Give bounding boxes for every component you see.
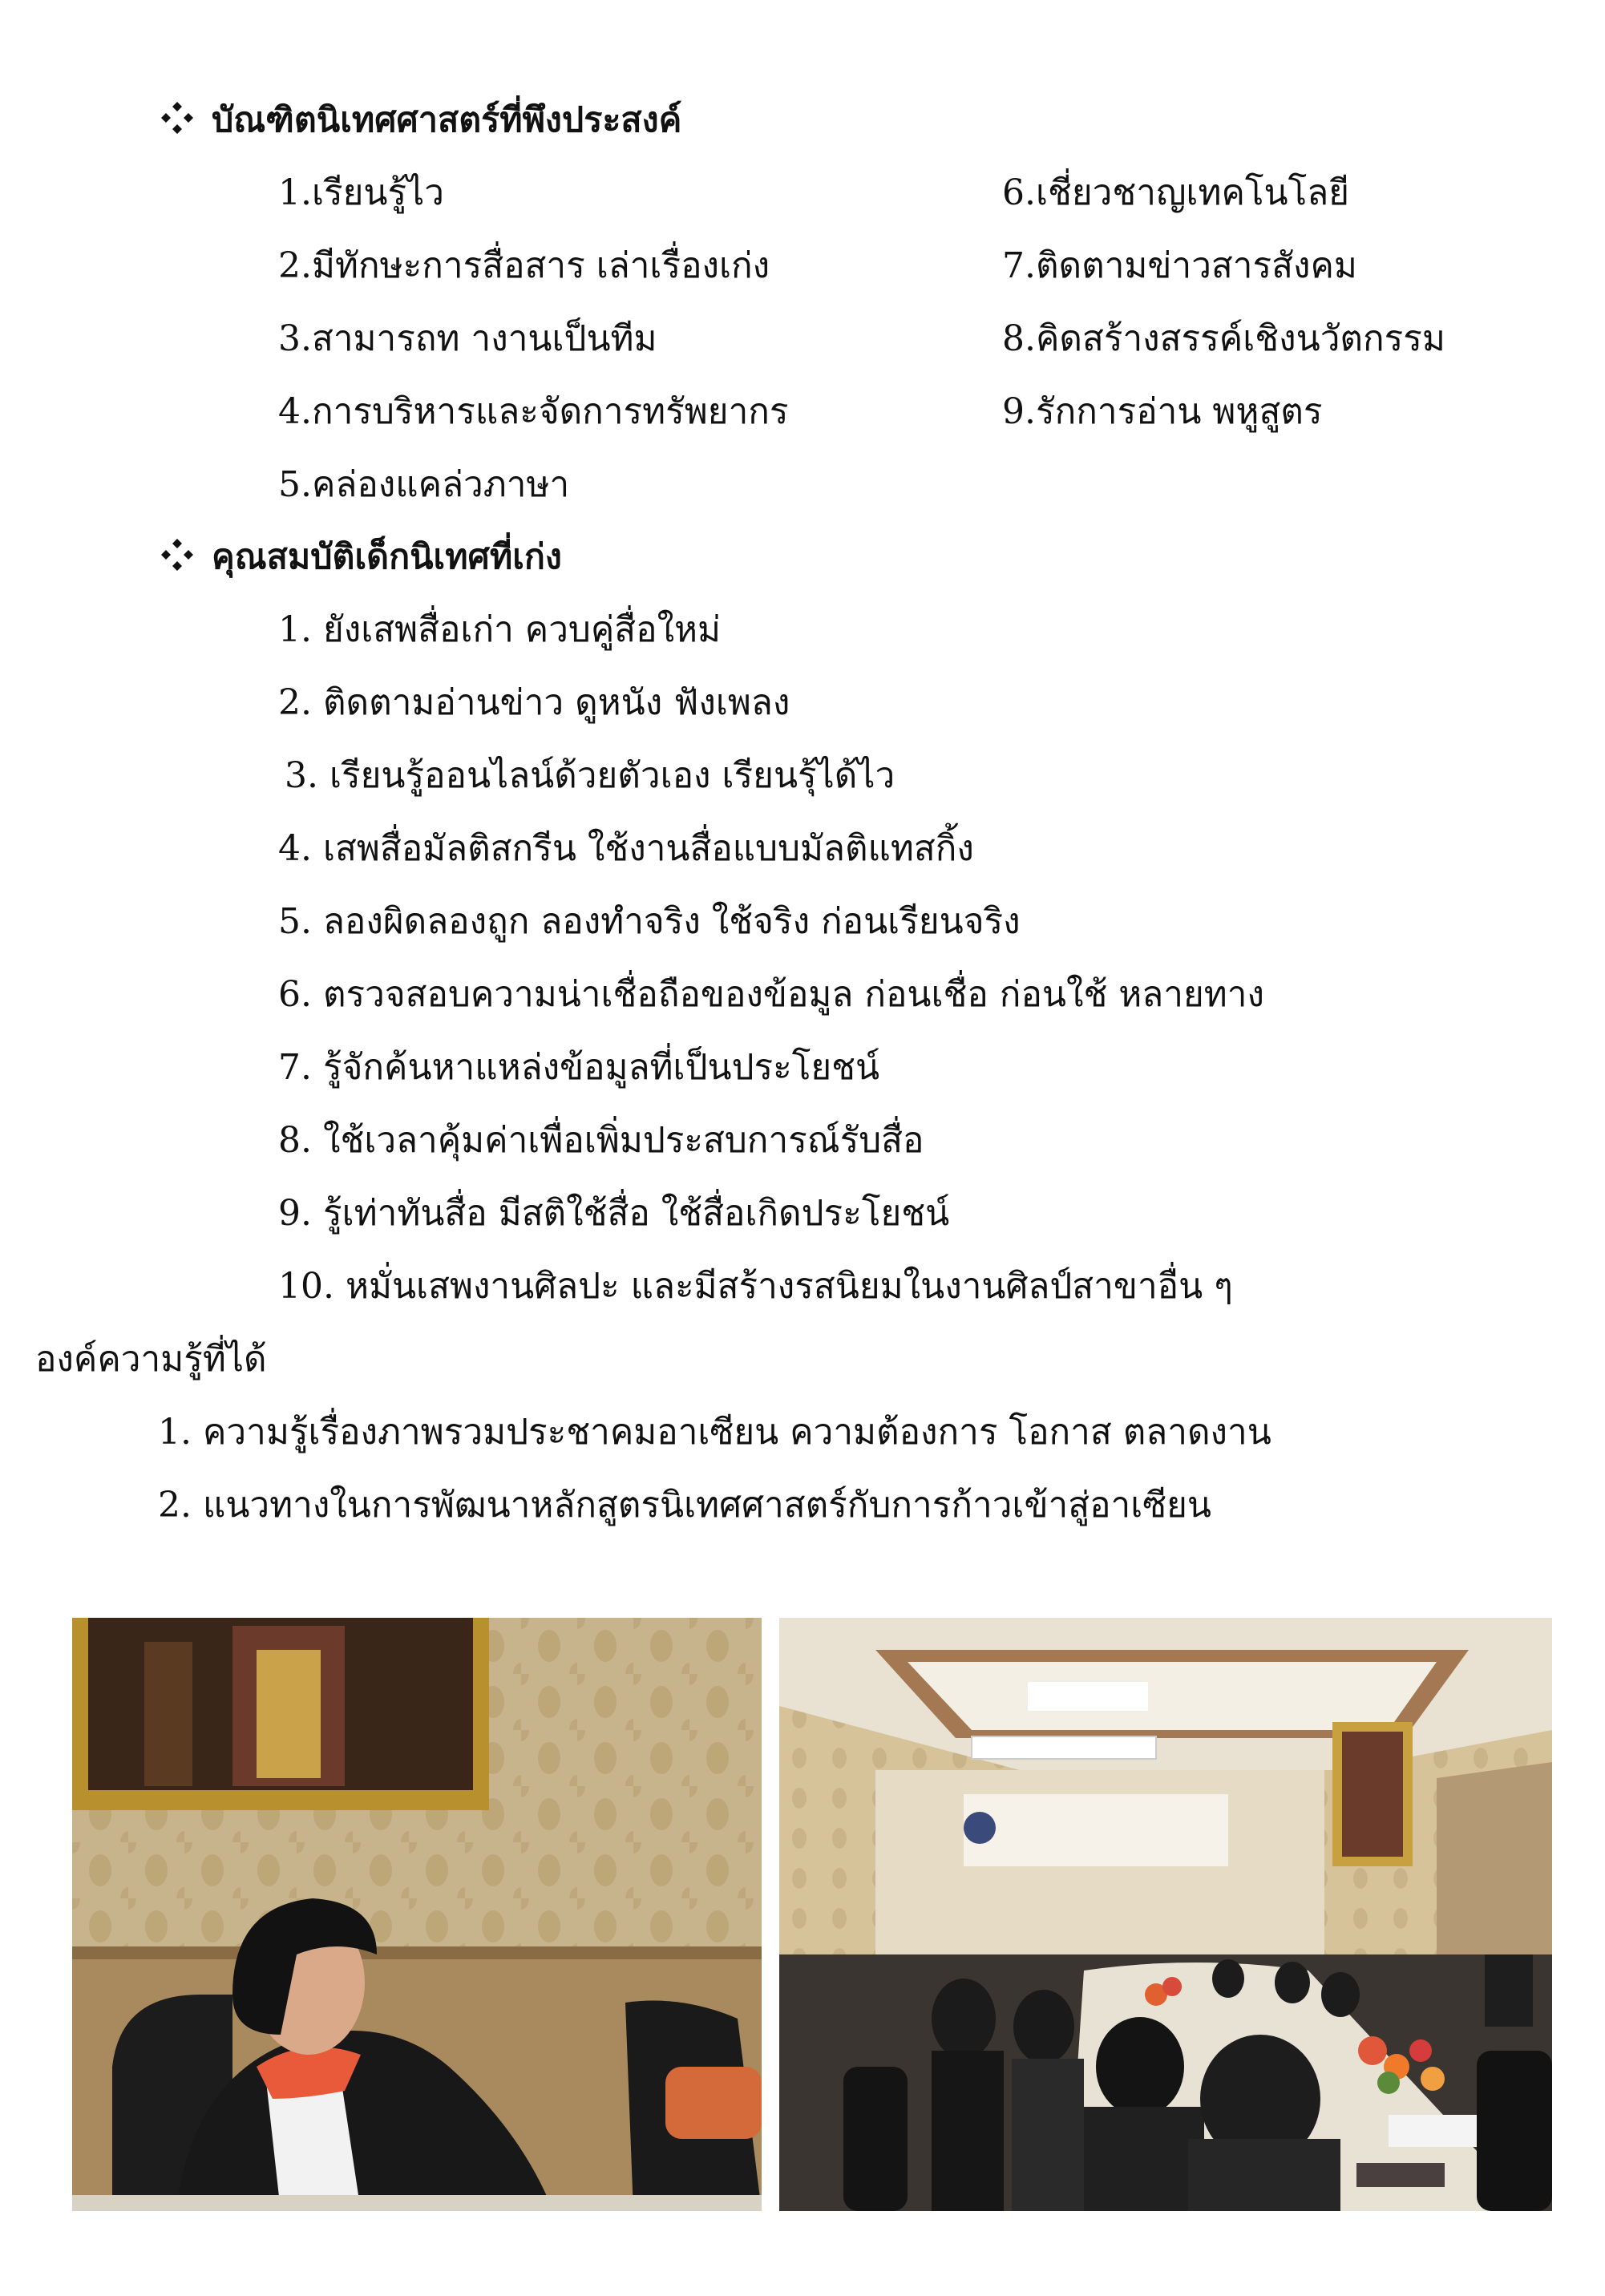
- section3-heading: องค์ความรู้ที่ได้: [35, 1339, 267, 1380]
- list-item: 7.ติดตามข่าวสารสังคม: [1002, 245, 1357, 286]
- list-item: 9.รักการอ่าน พหูสูตร: [1002, 391, 1323, 432]
- diamond-bullet-icon: [159, 536, 196, 573]
- diamond-bullet-icon: [159, 99, 196, 136]
- list-item: 2. ติดตามอ่านข่าว ดูหนัง ฟังเพลง: [278, 682, 790, 723]
- list-item: 2. แนวทางในการพัฒนาหลักสูตรนิเทศศาสตร์กับการก้าวเข้าสู่อาเซียน: [158, 1485, 1211, 1526]
- list-item: 10. หมั่นเสพงานศิลปะ และมีสร้างรสนิยมในงานศิลป์สาขาอื่น ๆ: [278, 1266, 1233, 1307]
- list-item: 5.คล่องแคล่วภาษา: [278, 464, 570, 505]
- list-item: 6.เชี่ยวชาญเทคโนโลยี: [1002, 172, 1349, 213]
- list-item: 1. ยังเสพสื่อเก่า ควบคู่สื่อใหม่: [278, 609, 722, 650]
- list-item: 8.คิดสร้างสรรค์เชิงนวัตกรรม: [1002, 318, 1445, 359]
- list-item: 8. ใช้เวลาคุ้มค่าเพื่อเพิ่มประสบการณ์รับสื่อ: [278, 1120, 924, 1161]
- list-item: 1. ความรู้เรื่องภาพรวมประชาคมอาเซียน ความต้องการ โอกาส ตลาดงาน: [158, 1412, 1271, 1453]
- list-item: 4. เสพสื่อมัลติสกรีน ใช้งานสื่อแบบมัลติแทสกิ้ง: [278, 828, 974, 869]
- list-item: 1.เรียนรู้ไว: [278, 172, 444, 213]
- list-item: 9. รู้เท่าทันสื่อ มีสติใช้สื่อ ใช้สื่อเกิดประโยชน์: [278, 1193, 950, 1234]
- meeting-photo-woman: [72, 1618, 762, 2211]
- section2-heading: คุณสมบัติเด็กนิเทศที่เก่ง: [212, 537, 562, 577]
- list-item: 3. เรียนรู้ออนไลน์ด้วยตัวเอง เรียนรุ้ได้ไว: [285, 755, 895, 796]
- list-item: 7. รู้จักค้นหาแหล่งข้อมูลที่เป็นประโยชน์: [278, 1047, 880, 1088]
- list-item: 3.สามารถท างานเป็นทีม: [278, 318, 657, 359]
- list-item: 6. ตรวจสอบความน่าเชื่อถือของข้อมูล ก่อนเชื่อ ก่อนใช้ หลายทาง: [278, 974, 1264, 1015]
- meeting-photo-conference-room: [779, 1618, 1552, 2211]
- list-item: 2.มีทักษะการสื่อสาร เล่าเรื่องเก่ง: [278, 245, 770, 286]
- list-item: 4.การบริหารและจัดการทรัพยากร: [278, 391, 789, 432]
- section1-heading: บัณฑิตนิเทศศาสตร์ที่พึงประสงค์: [212, 100, 682, 140]
- list-item: 5. ลองผิดลองถูก ลองทำจริง ใช้จริง ก่อนเรียนจริง: [278, 901, 1021, 942]
